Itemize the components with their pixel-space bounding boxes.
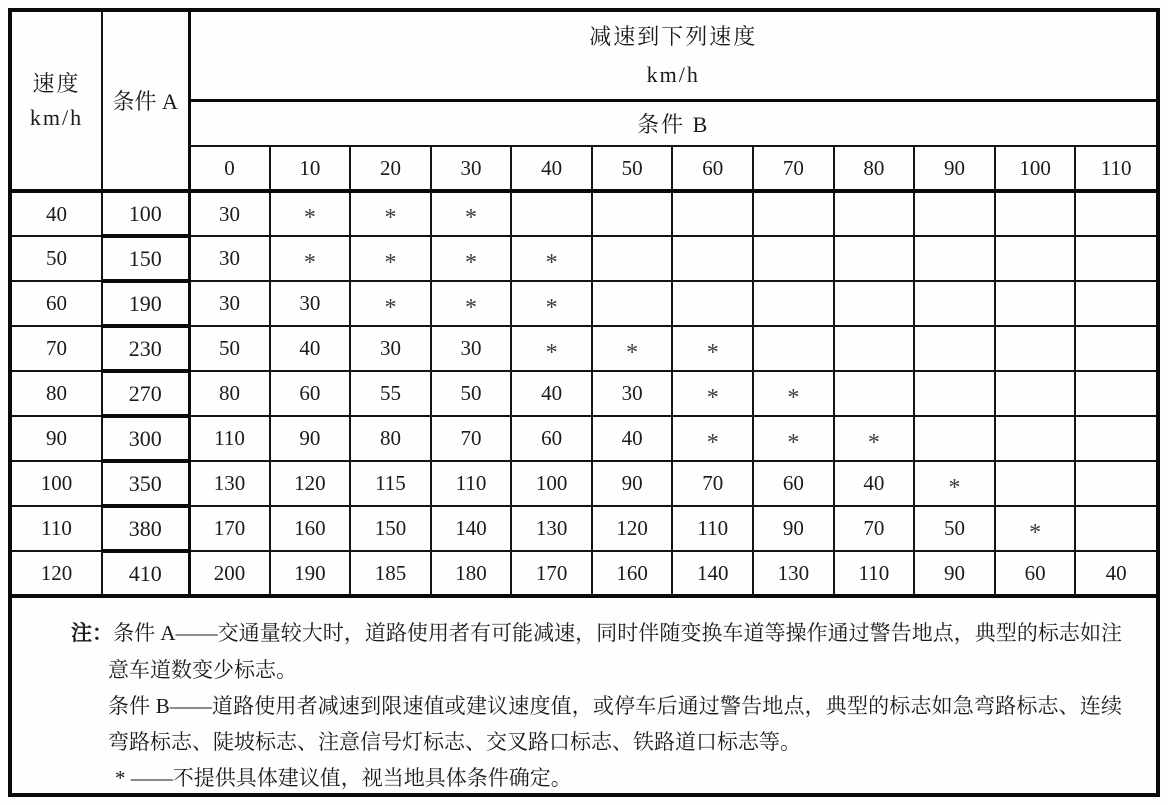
value-cell: [914, 416, 995, 461]
value-cell: *: [350, 281, 431, 326]
value-cell: 50: [914, 506, 995, 551]
value-cell: 80: [189, 371, 270, 416]
value-cell: *: [672, 371, 753, 416]
table-row: [12, 281, 1156, 326]
value-cell: 70: [834, 506, 915, 551]
value-cell: 30: [431, 326, 512, 371]
target-speed-header: 50: [592, 146, 673, 191]
table-frame: [8, 8, 1160, 797]
value-cell: 160: [270, 506, 351, 551]
value-cell: 90: [914, 551, 995, 594]
speed-cell: 40: [12, 191, 102, 236]
value-cell: 40: [592, 416, 673, 461]
value-cell: [834, 236, 915, 281]
speed-label: 速度: [32, 70, 81, 96]
table-row: [12, 191, 1156, 236]
note-text-asterisk: * ——不提供具体建议值，视当地具体条件确定。: [115, 766, 572, 790]
value-cell: 40: [511, 371, 592, 416]
value-cell: [914, 191, 995, 236]
table-row: [12, 236, 1156, 281]
note-item-asterisk: [12, 760, 1122, 796]
value-cell: 40: [834, 461, 915, 506]
value-cell: [1075, 506, 1156, 551]
value-cell: [592, 236, 673, 281]
table-row: [12, 371, 1156, 416]
value-cell: [834, 326, 915, 371]
speed-column-header: [12, 12, 102, 191]
table-row: [12, 326, 1156, 371]
value-cell: 30: [189, 236, 270, 281]
speed-cell: 70: [12, 326, 102, 371]
value-cell: [995, 326, 1076, 371]
condition-a-column-header: 条件 A: [102, 12, 189, 191]
target-speed-title: 减速到下列速度: [589, 23, 758, 49]
value-cell: [672, 191, 753, 236]
condition-b-header: 条件 B: [189, 101, 1156, 147]
value-cell: [914, 236, 995, 281]
value-cell: [834, 281, 915, 326]
value-cell: 80: [350, 416, 431, 461]
value-cell: 30: [350, 326, 431, 371]
value-cell: [914, 281, 995, 326]
target-speed-header: 100: [995, 146, 1076, 191]
note-item-condition-b: [12, 688, 1122, 760]
value-cell: [995, 461, 1076, 506]
table-row: [12, 506, 1156, 551]
value-cell: 180: [431, 551, 512, 594]
value-cell: 185: [350, 551, 431, 594]
target-speed-header: 70: [753, 146, 834, 191]
value-cell: *: [511, 326, 592, 371]
value-cell: 40: [270, 326, 351, 371]
table-header: [12, 12, 1156, 191]
value-cell: *: [834, 416, 915, 461]
target-speed-header: 20: [350, 146, 431, 191]
value-cell: *: [672, 416, 753, 461]
value-cell: 60: [270, 371, 351, 416]
value-cell: [1075, 236, 1156, 281]
speed-cell: 60: [12, 281, 102, 326]
note-text-condition-b: 条件 B——道路使用者减速到限速值或建议速度值，或停车后通过警告地点，典型的标志如急弯路标志、连续弯路标志、陡坡标志、注意信号灯标志、交叉路口标志、铁路道口标志等。: [108, 694, 1122, 754]
table-row: [12, 551, 1156, 594]
value-cell: 50: [431, 371, 512, 416]
value-cell: *: [995, 506, 1076, 551]
value-cell: [995, 371, 1076, 416]
value-cell: *: [350, 191, 431, 236]
value-cell: 110: [431, 461, 512, 506]
target-speed-header: 10: [270, 146, 351, 191]
note-text-condition-a: 条件 A——交通量较大时，道路使用者有可能减速，同时伴随变换车道等操作通过警告地点，典型的标志如注意车道数变少标志。: [108, 621, 1123, 682]
value-cell: 100: [511, 461, 592, 506]
condition-a-cell: 100: [102, 191, 189, 236]
value-cell: [672, 281, 753, 326]
value-cell: 115: [350, 461, 431, 506]
condition-a-cell: 350: [102, 461, 189, 506]
note-label: 注：: [71, 622, 114, 645]
value-cell: 120: [592, 506, 673, 551]
value-cell: 110: [834, 551, 915, 594]
value-cell: [753, 281, 834, 326]
target-speed-header: 110: [1075, 146, 1156, 191]
value-cell: 60: [511, 416, 592, 461]
speed-reduction-table: [12, 12, 1156, 594]
value-cell: *: [431, 236, 512, 281]
value-cell: 130: [511, 506, 592, 551]
value-cell: *: [511, 236, 592, 281]
value-cell: [995, 416, 1076, 461]
target-speed-header: 60: [672, 146, 753, 191]
value-cell: [834, 191, 915, 236]
table-body: [12, 191, 1156, 594]
value-cell: 170: [511, 551, 592, 594]
value-cell: 90: [592, 461, 673, 506]
table-row: [12, 461, 1156, 506]
value-cell: [753, 191, 834, 236]
speed-cell: 80: [12, 371, 102, 416]
value-cell: 30: [592, 371, 673, 416]
target-speed-header: 0: [189, 146, 270, 191]
note-item-condition-a: [12, 615, 1122, 688]
target-speed-header: 90: [914, 146, 995, 191]
value-cell: *: [270, 236, 351, 281]
table-row: [12, 416, 1156, 461]
value-cell: 30: [270, 281, 351, 326]
value-cell: 120: [270, 461, 351, 506]
speed-cell: 120: [12, 551, 102, 594]
value-cell: 140: [672, 551, 753, 594]
value-cell: *: [270, 191, 351, 236]
target-speed-unit: km/h: [646, 61, 700, 87]
value-cell: *: [350, 236, 431, 281]
condition-a-cell: 410: [102, 551, 189, 594]
condition-a-cell: 300: [102, 416, 189, 461]
value-cell: *: [431, 281, 512, 326]
value-cell: 150: [350, 506, 431, 551]
speed-cell: 90: [12, 416, 102, 461]
value-cell: 130: [189, 461, 270, 506]
value-cell: 90: [753, 506, 834, 551]
value-cell: [914, 371, 995, 416]
value-cell: [1075, 281, 1156, 326]
speed-cell: 100: [12, 461, 102, 506]
target-speed-header: 30: [431, 146, 512, 191]
target-speed-header: 40: [511, 146, 592, 191]
value-cell: 110: [672, 506, 753, 551]
value-cell: *: [511, 281, 592, 326]
value-cell: 130: [753, 551, 834, 594]
speed-cell: 50: [12, 236, 102, 281]
value-cell: 30: [189, 281, 270, 326]
value-cell: 70: [672, 461, 753, 506]
value-cell: [672, 236, 753, 281]
target-speed-header: 80: [834, 146, 915, 191]
value-cell: 160: [592, 551, 673, 594]
condition-a-cell: 380: [102, 506, 189, 551]
value-cell: [753, 236, 834, 281]
condition-a-cell: 230: [102, 326, 189, 371]
value-cell: *: [672, 326, 753, 371]
value-cell: 60: [753, 461, 834, 506]
value-cell: [1075, 191, 1156, 236]
value-cell: [753, 326, 834, 371]
notes: [12, 594, 1156, 796]
value-cell: *: [753, 416, 834, 461]
value-cell: [1075, 371, 1156, 416]
value-cell: *: [914, 461, 995, 506]
condition-a-cell: 190: [102, 281, 189, 326]
value-cell: [834, 371, 915, 416]
value-cell: [995, 281, 1076, 326]
value-cell: 200: [189, 551, 270, 594]
value-cell: *: [431, 191, 512, 236]
value-cell: 190: [270, 551, 351, 594]
value-cell: 40: [1075, 551, 1156, 594]
value-cell: 110: [189, 416, 270, 461]
value-cell: 50: [189, 326, 270, 371]
value-cell: [592, 191, 673, 236]
value-cell: [592, 281, 673, 326]
value-cell: [995, 191, 1076, 236]
value-cell: 30: [189, 191, 270, 236]
target-speed-group-header: [189, 12, 1156, 101]
value-cell: 60: [995, 551, 1076, 594]
value-cell: *: [592, 326, 673, 371]
value-cell: [1075, 461, 1156, 506]
speed-unit: km/h: [29, 104, 84, 130]
condition-a-cell: 150: [102, 236, 189, 281]
value-cell: [914, 326, 995, 371]
value-cell: 170: [189, 506, 270, 551]
value-cell: [995, 236, 1076, 281]
value-cell: 140: [431, 506, 512, 551]
value-cell: [511, 191, 592, 236]
value-cell: 90: [270, 416, 351, 461]
value-cell: *: [753, 371, 834, 416]
condition-a-cell: 270: [102, 371, 189, 416]
speed-cell: 110: [12, 506, 102, 551]
value-cell: [1075, 416, 1156, 461]
value-cell: [1075, 326, 1156, 371]
value-cell: 70: [431, 416, 512, 461]
header-row-top: [12, 12, 1156, 101]
value-cell: 55: [350, 371, 431, 416]
